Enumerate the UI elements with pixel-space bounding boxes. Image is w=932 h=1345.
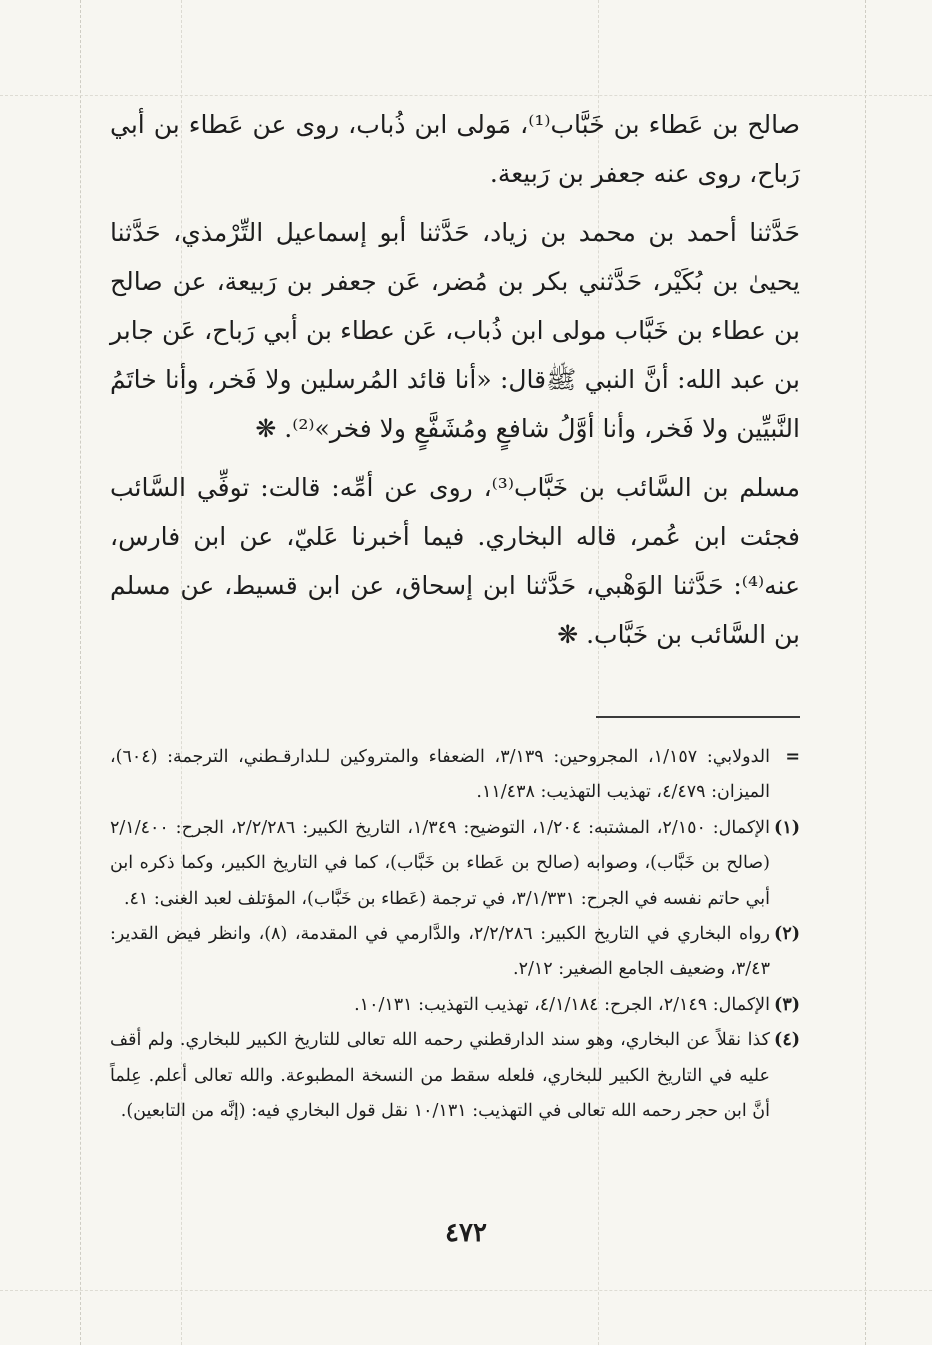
scan-guide-line [0,1290,932,1291]
page-number: ٤٧٢ [445,1218,487,1248]
entry-saleh: صالح بن عَطاء بن خَبَّاب⁽¹⁾، مَولى ابن ذُباب، روى عن عَطاء بن أبي رَباح، روى عنه جعفر بن رَبيعة. [110,110,801,188]
footnote-text: الدولابي: ١/١٥٧، المجروحين: ٣/١٣٩، الضعفاء والمتروكين لـلدارقـطني، الترجمة: (٦٠٤)، الميزان: ٤/٤٧٩، تهذيب التهذيب: ١١/٤٣٨. [110,747,770,803]
footnote-mark: = [785,747,800,767]
footnote-2 [110,917,800,988]
footnote-separator [596,716,800,718]
scan-guide-line [0,95,932,96]
footnotes [110,740,800,1129]
footnote-text: الإكمال: ٢/١٤٩، الجرح: ٤/١/١٨٤، تهذيب التهذيب: ١٠/١٣١. [354,994,770,1015]
footnote-number: (٤) [774,1030,800,1051]
footnote-4 [110,1023,800,1129]
footnote-number: (٣) [774,994,800,1015]
footnote-3 [110,988,800,1023]
main-text [110,100,800,659]
scan-guide-line [80,0,81,1345]
footnote-number: (١) [774,817,800,838]
footnote-1 [110,811,800,917]
footnote-continuation [110,740,800,811]
footnote-text: رواه البخاري في التاريخ الكبير: ٢/٢/٢٨٦، والدَّارمي في المقدمة، (٨)، وانظر فيض القدير: ٣/٤٣، وضعيف الجامع الصغير: ٢/١٢. [110,924,770,980]
entry-muslim: مسلم بن السَّائب بن خَبَّاب⁽³⁾، روى عن أمِّه: قالت: توفِّي السَّائب فجئت ابن عُمر، قاله البخاري. فيما أخبرنا عَليّ، عن ابن فارس، عنه⁽⁴⁾: حَدَّثنا الوَهْبي، حَدَّثنا ابن إسحاق، عن ابن قسيط، عن مسلم بن السَّائب بن خَبَّاب. ❋ [110,473,800,649]
footnote-text: كذا نقلاً عن البخاري، وهو سند الدارقطني رحمه الله تعالى للتاريخ الكبير للبخاري. ولم أقف عليه في التاريخ الكبير للبخاري، فلعله سقط من النسخة المطبوعة. والله تعالى أعلم. عِلماً أنَّ ابن حجر رحمه الله تعالى في التهذيب: ١٠/١٣١ نقل قول البخاري فيه: (إنَّه من التابعين). [110,1030,770,1122]
footnote-number: (٢) [774,924,800,945]
footnote-text: الإكمال: ٢/١٥٠، المشتبه: ١/٢٠٤، التوضيح: ١/٣٤٩، التاريخ الكبير: ٢/٢/٢٨٦، الجرح: ٢/١/٤٠٠ (صالح بن خَبَّاب)، وصوابه (صالح بن عَطاء بن خَبَّاب)، كما في التاريخ الكبير، وكما ذكره ابن أبي حاتم نفسه في الجرح: ٣/١/٣٣١، في ترجمة (عَطاء بن خَبَّاب)، المؤتلف لعبد الغنى: ٤١. [110,817,771,909]
scan-guide-line [865,0,866,1345]
hadith-paragraph: حَدَّثنا أحمد بن محمد بن زياد، حَدَّثنا أبو إسماعيل التِّرْمذي، حَدَّثنا يحيىٰ بن بُكَيْر، حَدَّثني بكر بن مُضر، عَن جعفر بن رَبيعة، عن صالح بن عطاء بن خَبَّاب مولى ابن ذُباب، عَن عطاء بن أبي رَباح، عَن جابر بن عبد الله: أنَّ النبي ﷺقال: «أنا قائد المُرسلين ولا فَخر، وأنا خاتَمُ النَّبيِّين ولا فَخر، وأنا أوَّلُ شافعٍ ومُشَفَّعٍ ولا فخر»⁽²⁾. ❋ [110,218,800,443]
